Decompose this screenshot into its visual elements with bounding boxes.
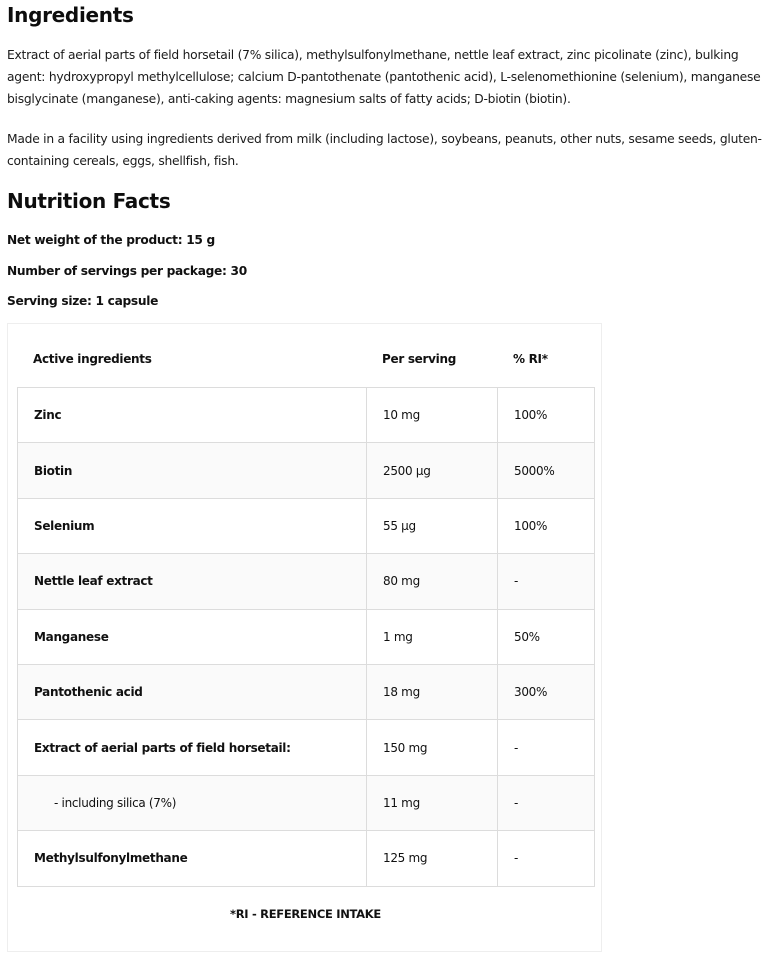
nutrition-table-card xyxy=(7,323,602,952)
ri-value: 50% xyxy=(498,609,595,664)
table-header-row xyxy=(17,324,594,387)
ri-value: 5000% xyxy=(498,443,595,498)
table-row xyxy=(18,720,595,775)
ingredient-name: Pantothenic acid xyxy=(18,664,367,719)
per-serving-value: 18 mg xyxy=(367,664,498,719)
table-row xyxy=(18,388,595,443)
ri-value: - xyxy=(498,775,595,830)
ri-value: - xyxy=(498,831,595,886)
reference-intake-footnote: *RI - REFERENCE INTAKE xyxy=(230,907,381,921)
table-row xyxy=(18,498,595,553)
per-serving-value: 2500 µg xyxy=(367,443,498,498)
net-weight-text: Net weight of the product: 15 g xyxy=(7,233,215,247)
table-row xyxy=(18,831,595,886)
per-serving-value: 11 mg xyxy=(367,775,498,830)
table-row xyxy=(18,554,595,609)
ingredient-name: Methylsulfonylmethane xyxy=(18,831,367,886)
ingredient-subitem-name: - including silica (7%) xyxy=(18,775,367,830)
table-row xyxy=(18,664,595,719)
nutrition-facts-heading: Nutrition Facts xyxy=(7,189,171,213)
ingredient-name: Biotin xyxy=(18,443,367,498)
per-serving-value: 55 µg xyxy=(367,498,498,553)
allergen-notice-text: Made in a facility using ingredients derived from milk (including lactose), soybeans, peanuts, other nuts, sesame seeds, gluten-containing cereals, eggs, shellfish, fish. xyxy=(7,132,762,168)
nutrition-table xyxy=(17,387,595,887)
ri-value: 100% xyxy=(498,388,595,443)
ri-value: 100% xyxy=(498,498,595,553)
serving-size-text: Serving size: 1 capsule xyxy=(7,294,159,308)
ingredients-list-text: Extract of aerial parts of field horsetail (7% silica), methylsulfonylmethane, nettle leaf extract, zinc picolinate (zinc), bulking agent: hydroxypropyl methylcellulose; calcium D-pantothenate (pantothenic acid), L-selenomethionine (selenium), manganese bisglycinate (manganese), anti-caking agents: magnesium salts of fatty acids; D-biotin (biotin). xyxy=(7,48,761,106)
table-row xyxy=(18,775,595,830)
ingredient-name: Selenium xyxy=(18,498,367,553)
per-serving-value: 125 mg xyxy=(367,831,498,886)
ri-value: - xyxy=(498,720,595,775)
header-per-serving: Per serving xyxy=(382,352,456,366)
table-row xyxy=(18,443,595,498)
ri-value: 300% xyxy=(498,664,595,719)
ingredient-name: Zinc xyxy=(18,388,367,443)
per-serving-value: 150 mg xyxy=(367,720,498,775)
header-ri: % RI* xyxy=(513,352,548,366)
ingredients-heading: Ingredients xyxy=(7,3,134,27)
table-row xyxy=(18,609,595,664)
ingredient-name: Nettle leaf extract xyxy=(18,554,367,609)
per-serving-value: 1 mg xyxy=(367,609,498,664)
ingredient-name: Manganese xyxy=(18,609,367,664)
ingredient-name: Extract of aerial parts of field horsetail: xyxy=(18,720,367,775)
servings-per-package-text: Number of servings per package: 30 xyxy=(7,264,247,278)
per-serving-value: 10 mg xyxy=(367,388,498,443)
per-serving-value: 80 mg xyxy=(367,554,498,609)
ri-value: - xyxy=(498,554,595,609)
header-active-ingredients: Active ingredients xyxy=(33,352,152,366)
